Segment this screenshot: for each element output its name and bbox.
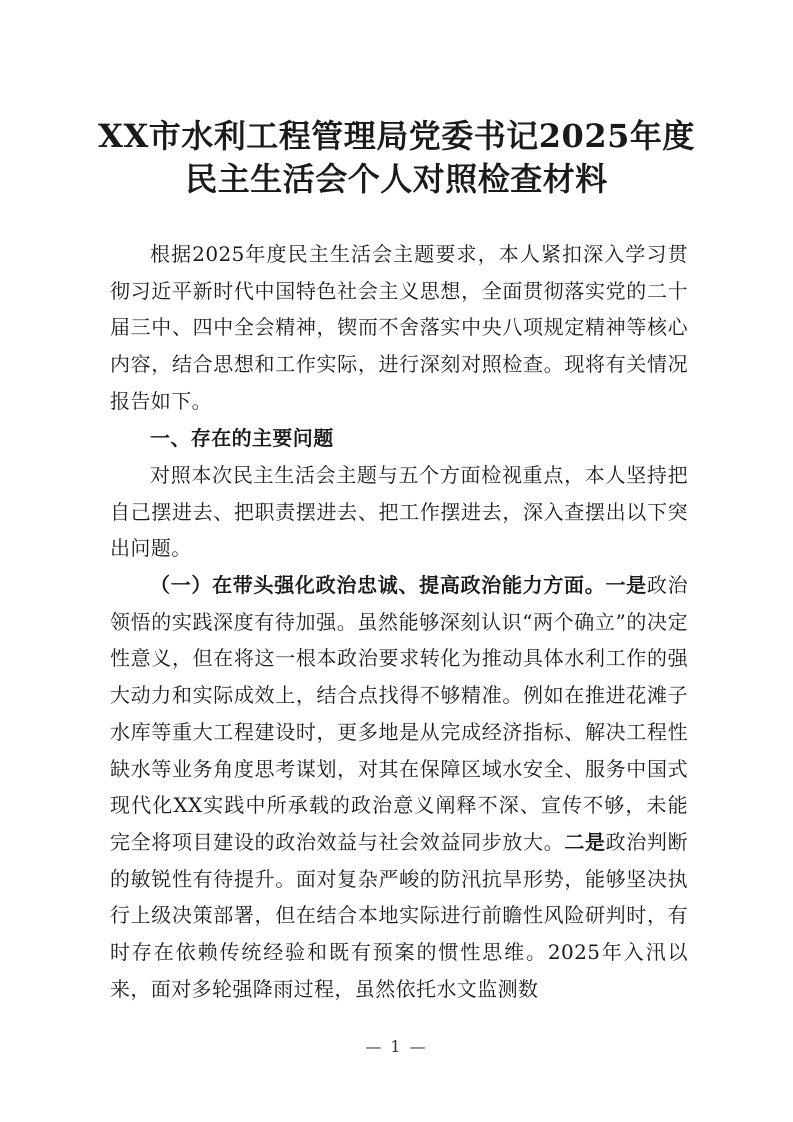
page-number: — 1 — [365, 1037, 428, 1056]
section-intro-paragraph: 对照本次民主生活会主题与五个方面检视重点，本人坚持把自己摆进去、把职责摆进去、把工作摆进去，深入查摆出以下突出问题。 [110, 463, 688, 561]
subsection-paragraph [110, 567, 688, 1007]
document-title-line-1: XX市水利工程管理局党委书记2025年度 [98, 117, 695, 155]
intro-paragraph: 根据2025年度民主生活会主题要求，本人紧扣深入学习贯彻习近平新时代中国特色社会主义思想，全面贯彻落实党的二十届三中、四中全会精神，锲而不舍落实中央八项规定精神等核心内容，结合思想和工作实际，进行深刻对照检查。现将有关情况报告如下。 [110, 242, 688, 413]
point-two-label: 二是 [564, 829, 606, 854]
point-two-text: 政治判断的敏锐性有待提升。面对复杂严峻的防汛抗旱形势，能够坚决执行上级决策部署，但在结合本地实际进行前瞻性风险研判时，有时存在依赖传统经验和既有预案的惯性思维。2025年入汛以来，面对多轮强降雨过程，虽然依托水文监测数 [110, 829, 688, 1001]
point-one-label: 一是 [605, 573, 647, 597]
point-one-text: 政治领悟的实践深度有待加强。虽然能够深刻认识“两个确立”的决定性意义，但在将这一根本政治要求转化为推动具体水利工作的强大动力和实际成效上，结合点找得不够精准。例如在推进花滩子水库等重大工程建设时，更多地是从完成经济指标、解决工程性缺水等业务角度思考谋划，对其在保障区域水安全、服务中国式现代化XX实践中所承载的政治意义阐释不深、宣传不够，未能完全将项目建设的政治效益与社会效益同步放大。 [110, 573, 688, 854]
document-title-line-2: 民主生活会个人对照检查材料 [185, 160, 608, 198]
section-heading-main-problems: 一、存在的主要问题 [150, 426, 334, 450]
subsection-heading: （一）在带头强化政治忠诚、提高政治能力方面。 [150, 573, 606, 597]
